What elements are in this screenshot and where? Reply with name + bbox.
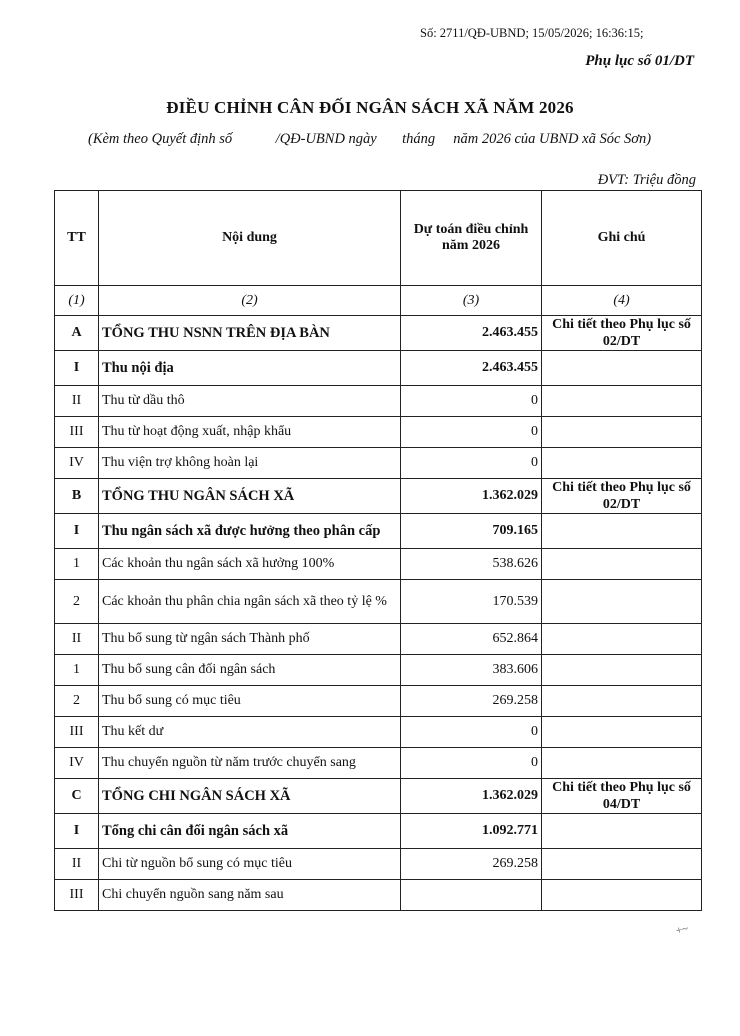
header-estimate (401, 191, 542, 286)
row-content: TỔNG THU NGÂN SÁCH XÃ (99, 479, 401, 514)
section-row (55, 514, 702, 549)
row-note: Chi tiết theo Phụ lục số 02/DT (542, 316, 702, 351)
table-row (55, 448, 702, 479)
row-tt: I (55, 351, 99, 386)
row-content: TỔNG THU NSNN TRÊN ĐỊA BÀN (99, 316, 401, 351)
row-value: 0 (401, 448, 542, 479)
page-title: ĐIỀU CHỈNH CÂN ĐỐI NGÂN SÁCH XÃ NĂM 2026 (166, 98, 574, 117)
row-note (542, 549, 702, 580)
row-value: 2.463.455 (401, 316, 542, 351)
row-content: TỔNG CHI NGÂN SÁCH XÃ (99, 779, 401, 814)
row-note (542, 717, 702, 748)
row-note: Chi tiết theo Phụ lục số 04/DT (542, 779, 702, 814)
handwritten-mark: +~ (674, 922, 690, 938)
row-value: 383.606 (401, 655, 542, 686)
section-row (55, 814, 702, 849)
row-content: Các khoản thu ngân sách xã hưởng 100% (99, 549, 401, 580)
row-tt: III (55, 417, 99, 448)
row-value: 0 (401, 417, 542, 448)
section-row (55, 479, 702, 514)
row-value: 1.362.029 (401, 779, 542, 814)
unit-label: ĐVT: Triệu đồng (597, 172, 696, 188)
row-content: Thu từ hoạt động xuất, nhập khẩu (99, 417, 401, 448)
table-row (55, 748, 702, 779)
header-content: Nội dung (99, 191, 401, 286)
row-tt: IV (55, 448, 99, 479)
row-note: Chi tiết theo Phụ lục số 02/DT (542, 479, 702, 514)
table-row (55, 624, 702, 655)
row-value: 709.165 (401, 514, 542, 549)
row-value: 0 (401, 748, 542, 779)
row-value: 1.092.771 (401, 814, 542, 849)
column-index: (3) (401, 286, 542, 316)
row-value: 538.626 (401, 549, 542, 580)
table-row (55, 717, 702, 748)
row-note (542, 580, 702, 624)
column-index: (4) (542, 286, 702, 316)
row-content: Chi từ nguồn bổ sung có mục tiêu (99, 849, 401, 880)
row-content: Thu bổ sung từ ngân sách Thành phố (99, 624, 401, 655)
row-value: 170.539 (401, 580, 542, 624)
column-index-row (55, 286, 702, 316)
row-tt: III (55, 717, 99, 748)
row-note (542, 748, 702, 779)
column-index: (1) (55, 286, 99, 316)
table-row (55, 880, 702, 911)
row-tt: II (55, 624, 99, 655)
row-note (542, 686, 702, 717)
table-row (55, 655, 702, 686)
row-value: 269.258 (401, 686, 542, 717)
row-tt: C (55, 779, 99, 814)
row-note (542, 849, 702, 880)
table-row (55, 386, 702, 417)
row-value: 2.463.455 (401, 351, 542, 386)
row-tt: 2 (55, 580, 99, 624)
row-content: Thu bổ sung cân đối ngân sách (99, 655, 401, 686)
row-tt: B (55, 479, 99, 514)
row-content: Thu nội địa (99, 351, 401, 386)
row-value: 1.362.029 (401, 479, 542, 514)
row-tt: 2 (55, 686, 99, 717)
row-tt: II (55, 849, 99, 880)
row-tt: 1 (55, 549, 99, 580)
table-row (55, 686, 702, 717)
row-value: 269.258 (401, 849, 542, 880)
row-content: Thu kết dư (99, 717, 401, 748)
header-tt: TT (55, 191, 99, 286)
document-reference: Số: 2711/QĐ-UBND; 15/05/2026; 16:36:15; (420, 26, 644, 40)
section-row (55, 779, 702, 814)
row-tt: A (55, 316, 99, 351)
row-content: Thu chuyển nguồn từ năm trước chuyển sang (99, 748, 401, 779)
table-row (55, 580, 702, 624)
row-value (401, 880, 542, 911)
row-tt: II (55, 386, 99, 417)
row-value: 652.864 (401, 624, 542, 655)
row-tt: IV (55, 748, 99, 779)
row-note (542, 880, 702, 911)
row-note (542, 351, 702, 386)
row-tt: III (55, 880, 99, 911)
row-content: Thu từ dầu thô (99, 386, 401, 417)
table-row (55, 549, 702, 580)
row-note (542, 814, 702, 849)
row-note (542, 624, 702, 655)
row-content: Thu bổ sung có mục tiêu (99, 686, 401, 717)
row-tt: 1 (55, 655, 99, 686)
row-content: Tổng chi cân đối ngân sách xã (99, 814, 401, 849)
row-note (542, 448, 702, 479)
row-tt: I (55, 814, 99, 849)
row-note (542, 386, 702, 417)
row-note (542, 514, 702, 549)
header-estimate-line1: Dự toán điều chỉnh (413, 222, 529, 237)
header-estimate-line2: năm 2026 (442, 238, 500, 253)
row-content: Thu viện trợ không hoàn lại (99, 448, 401, 479)
row-note (542, 417, 702, 448)
row-note (542, 655, 702, 686)
table-row (55, 849, 702, 880)
table-header-row (55, 191, 702, 286)
header-note: Ghi chú (542, 191, 702, 286)
section-row (55, 316, 702, 351)
row-value: 0 (401, 717, 542, 748)
page-subtitle: (Kèm theo Quyết định số /QĐ-UBND ngày tháng năm 2026 của UBND xã Sóc Sơn) (88, 131, 652, 147)
row-tt: I (55, 514, 99, 549)
section-row (55, 351, 702, 386)
row-content: Thu ngân sách xã được hưởng theo phân cấp (99, 514, 401, 549)
row-content: Các khoản thu phân chia ngân sách xã theo tỷ lệ % (99, 580, 401, 624)
budget-table (54, 190, 702, 911)
row-content: Chi chuyển nguồn sang năm sau (99, 880, 401, 911)
appendix-label: Phụ lục số 01/DT (585, 53, 694, 69)
column-index: (2) (99, 286, 401, 316)
table-row (55, 417, 702, 448)
row-value: 0 (401, 386, 542, 417)
